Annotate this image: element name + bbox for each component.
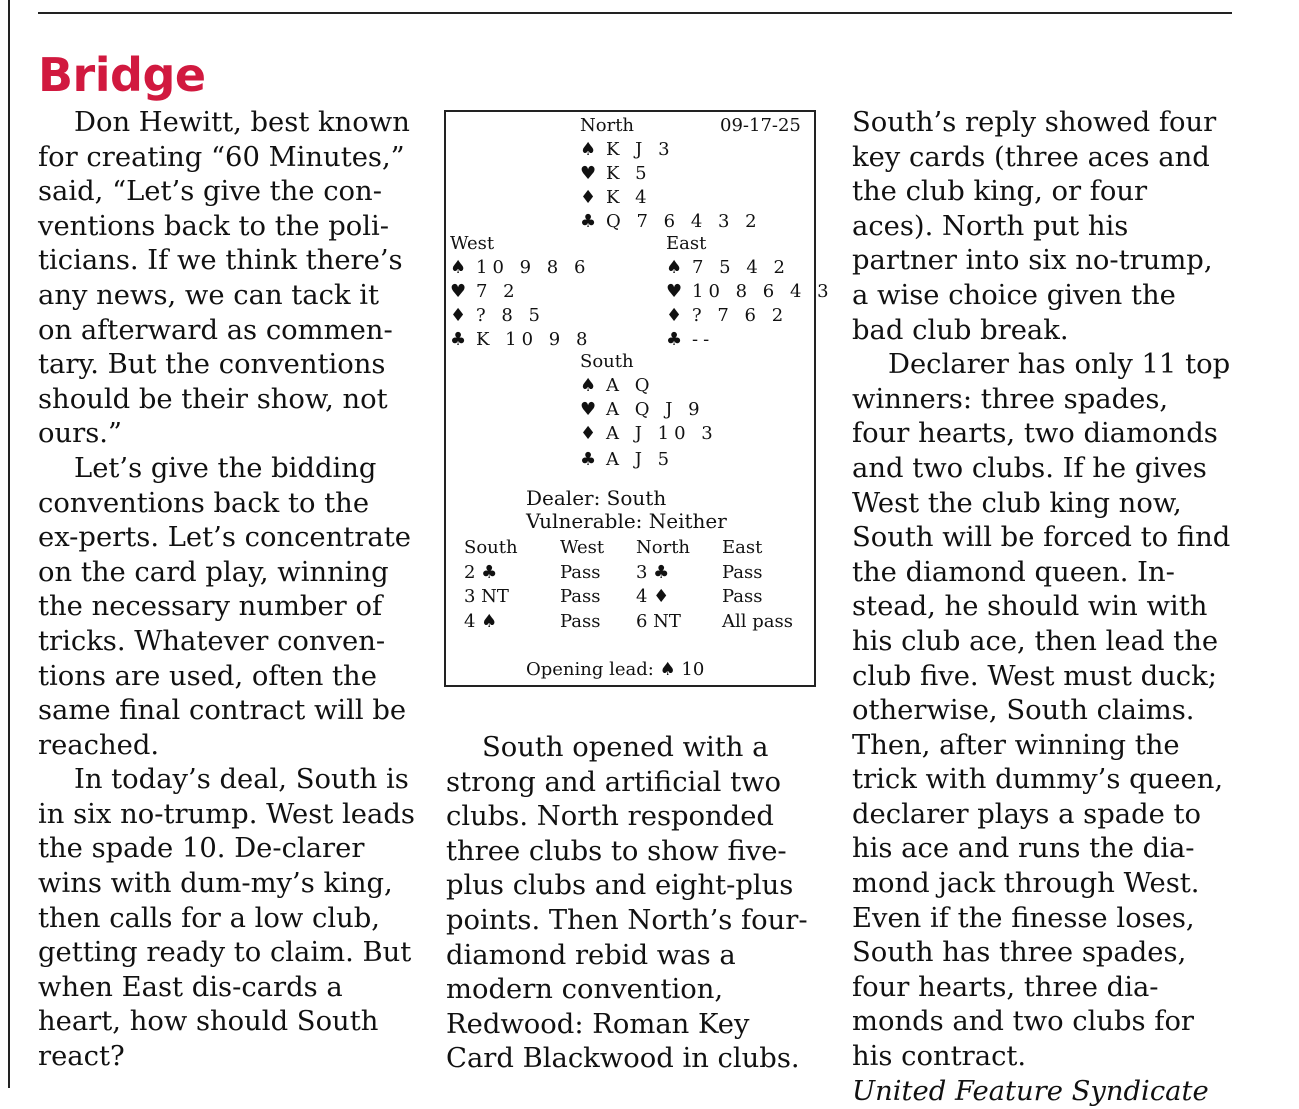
left-column-rule bbox=[8, 0, 10, 1088]
diamond-icon: ♦ bbox=[450, 305, 467, 326]
club-icon: ♣ bbox=[580, 211, 597, 232]
spade-icon: ♠ bbox=[666, 257, 683, 278]
heart-icon: ♥ bbox=[580, 399, 597, 420]
paragraph: South’s reply showed four key cards (three aces and the club king, or four aces). North put his partner into six no-trump, a wise choice given the bad club break. bbox=[852, 107, 1217, 346]
diamond-icon: ♦ bbox=[666, 305, 683, 326]
north-hearts: ♥ K 5 bbox=[580, 162, 652, 187]
column-title: Bridge bbox=[38, 48, 206, 102]
west-clubs: ♣ K 10 9 8 bbox=[450, 328, 592, 353]
spade-icon: ♠ bbox=[580, 375, 597, 396]
spade-icon: ♠ bbox=[450, 257, 467, 278]
north-diamonds: ♦ K 4 bbox=[580, 186, 652, 211]
dealer-line: Dealer: South bbox=[526, 486, 667, 510]
east-hearts: ♥ 10 8 6 4 3 bbox=[666, 280, 834, 305]
top-rule bbox=[38, 12, 1232, 14]
club-icon: ♣ bbox=[450, 329, 467, 350]
club-icon: ♣ bbox=[666, 329, 683, 350]
auction-bid: 3 ♣ bbox=[636, 562, 670, 583]
auction-bid: Pass bbox=[560, 586, 601, 607]
west-spades: ♠ 10 9 8 6 bbox=[450, 256, 590, 281]
paragraph: Let’s give the bidding conventions back to the ex-perts. Let’s concentrate on the card play, winning the necessary number of tricks. Whatever conven-tions are used, often the same final contract will be reached. bbox=[38, 452, 411, 761]
south-hearts: ♥ A Q J 9 bbox=[580, 398, 705, 423]
north-clubs: ♣ Q 7 6 4 3 2 bbox=[580, 210, 762, 235]
south-clubs: ♣ A J 5 bbox=[580, 448, 674, 473]
diamond-icon: ♦ bbox=[580, 423, 597, 444]
west-label: West bbox=[450, 233, 495, 254]
auction-bid: 4 ♠ bbox=[464, 611, 498, 632]
east-diamonds: ♦ ? 7 6 2 bbox=[666, 304, 788, 329]
south-label: South bbox=[580, 351, 634, 372]
auction-bid: All pass bbox=[722, 611, 793, 632]
auction-bid: 4 ♦ bbox=[636, 586, 670, 607]
club-icon: ♣ bbox=[580, 449, 597, 470]
auction-bid: Pass bbox=[722, 586, 763, 607]
paragraph: In today’s deal, South is in six no-trump. West leads the spade 10. De-clarer wins with dum-my’s king, then calls for a low club, getting ready to claim. But when East dis-cards a heart, how should South react? bbox=[38, 764, 415, 1073]
auction-header-east: East bbox=[722, 537, 763, 558]
auction-header-south: South bbox=[464, 537, 518, 558]
auction-bid: Pass bbox=[560, 611, 601, 632]
heart-icon: ♥ bbox=[580, 163, 597, 184]
east-label: East bbox=[666, 233, 707, 254]
bridge-deal-diagram bbox=[444, 110, 834, 687]
spade-icon: ♠ bbox=[580, 139, 597, 160]
paragraph: Declarer has only 11 top winners: three spades, four hearts, two diamonds and two clubs. If he gives West the club king now, South will be forced to find the diamond queen. In-stead, he should win with his club ace, then lead the club five. West must duck; otherwise, South claims. Then, after winning the trick with dummy’s queen, declarer plays a spade to his ace and runs the dia-mond jack through West. Even if the finesse loses, South has three spades, four hearts, three dia-monds and two clubs for his contract. bbox=[852, 349, 1231, 1073]
heart-icon: ♥ bbox=[450, 281, 467, 302]
vulnerable-line: Vulnerable: Neither bbox=[526, 509, 727, 533]
east-spades: ♠ 7 5 4 2 bbox=[666, 256, 790, 281]
north-label: North bbox=[580, 115, 635, 136]
auction-header-north: North bbox=[636, 537, 691, 558]
article-column-1 bbox=[38, 106, 418, 1075]
article-column-2 bbox=[446, 731, 818, 1077]
paragraph: Don Hewitt, best known for creating “60 Minutes,” said, “Let’s give the con-ventions back to the poli-ticians. If we think there’s any news, we can tack it on afterward as commen-tary. But the conventions should be their show, not ours.” bbox=[38, 107, 410, 450]
east-clubs: ♣ -- bbox=[666, 328, 714, 353]
auction-bid: 6 NT bbox=[636, 611, 681, 632]
paragraph: South opened with a strong and artificial two clubs. North responded three clubs to show five-plus clubs and eight-plus points. Then North’s four-diamond rebid was a modern convention, Redwood: Roman Key Card Blackwood in clubs. bbox=[446, 732, 808, 1075]
article-column-3 bbox=[852, 106, 1234, 1109]
auction-bid: Pass bbox=[560, 562, 601, 583]
auction-bid: 2 ♣ bbox=[464, 562, 498, 583]
north-spades: ♠ K J 3 bbox=[580, 138, 675, 163]
heart-icon: ♥ bbox=[666, 281, 683, 302]
diagram-date: 09-17-25 bbox=[720, 115, 801, 136]
auction-bid: 3 NT bbox=[464, 586, 509, 607]
south-diamonds: ♦ A J 10 3 bbox=[580, 422, 718, 447]
diamond-icon: ♦ bbox=[580, 187, 597, 208]
auction-header-west: West bbox=[560, 537, 605, 558]
syndicate-credit: United Feature Syndicate bbox=[852, 1075, 1209, 1107]
auction-bid: Pass bbox=[722, 562, 763, 583]
west-diamonds: ♦ ? 8 5 bbox=[450, 304, 545, 329]
west-hearts: ♥ 7 2 bbox=[450, 280, 520, 305]
opening-lead: Opening lead: ♠ 10 bbox=[526, 659, 705, 680]
south-spades: ♠ A Q bbox=[580, 374, 654, 399]
